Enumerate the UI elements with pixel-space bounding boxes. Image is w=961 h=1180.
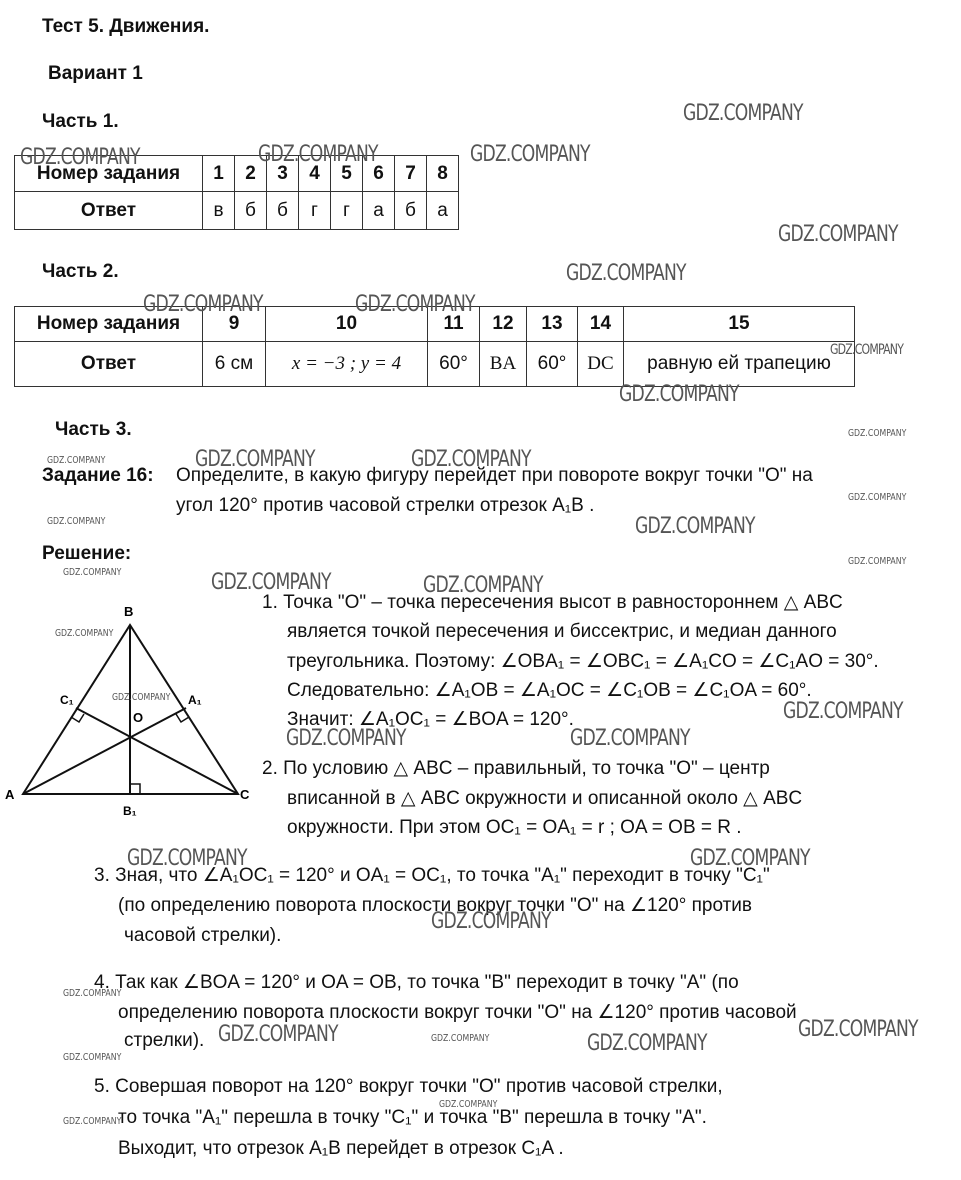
triangle-figure	[0, 600, 270, 825]
solution-line-7: вписанной в △ ABC окружности и описанной около △ ABC	[287, 788, 803, 809]
solution-line-5: Значит: ∠A₁OC₁ = ∠BOA = 120°.	[287, 709, 574, 730]
task-text-line-1: Определите, в какую фигуру перейдет при повороте вокруг точки "O" на	[176, 465, 813, 486]
part2-num-14: 14	[578, 307, 624, 342]
watermark: GDZ.COMPANY	[411, 447, 531, 472]
part1-answer-label: Ответ	[15, 192, 203, 230]
part2-answer-14: DC	[578, 342, 624, 387]
part2-answer-10: x = −3 ; y = 4	[266, 342, 428, 387]
watermark: GDZ.COMPANY	[211, 570, 331, 595]
watermark: GDZ.COMPANY	[143, 292, 263, 317]
part1-answer-4: г	[299, 192, 331, 230]
solution-label: Решение:	[42, 543, 132, 564]
watermark: GDZ.COMPANY	[63, 567, 122, 578]
watermark: GDZ.COMPANY	[112, 692, 171, 703]
part1-heading: Часть 1.	[42, 111, 119, 132]
task-label: Задание 16:	[42, 465, 154, 486]
part1-answer-7: б	[395, 192, 427, 230]
part2-answer-label: Ответ	[15, 342, 203, 387]
watermark: GDZ.COMPANY	[830, 342, 904, 358]
label-b: B	[124, 604, 134, 619]
altitude-cc1	[76, 708, 238, 794]
watermark: GDZ.COMPANY	[587, 1031, 707, 1056]
solution-line-2: является точкой пересечения и биссектрис, и медиан данного	[287, 621, 837, 642]
watermark: GDZ.COMPANY	[848, 492, 907, 503]
label-c: C	[240, 787, 250, 802]
label-a: A	[5, 787, 15, 802]
part1-answer-1: в	[203, 192, 235, 230]
label-a1: A₁	[188, 693, 202, 707]
watermark: GDZ.COMPANY	[218, 1022, 338, 1047]
part2-header-label: Номер задания	[15, 307, 203, 342]
solution-line-4: Следовательно: ∠A₁OB = ∠A₁OC = ∠C₁OB = ∠C₁OA = 60°.	[287, 680, 812, 701]
part2-answer-9: 6 см	[203, 342, 266, 387]
solution-line-13: определению поворота плоскости вокруг точки "O" на ∠120° против часовой	[118, 1002, 797, 1023]
part1-num-2: 2	[235, 156, 267, 192]
part1-header-label: Номер задания	[15, 156, 203, 192]
label-c1: C₁	[60, 693, 74, 707]
solution-line-6: 2. По условию △ ABC – правильный, то точка "O" – центр	[262, 758, 770, 779]
watermark: GDZ.COMPANY	[470, 142, 590, 167]
solution-line-14: стрелки).	[124, 1030, 205, 1051]
part1-answer-8: а	[427, 192, 459, 230]
watermark: GDZ.COMPANY	[566, 261, 686, 286]
watermark: GDZ.COMPANY	[439, 1099, 498, 1110]
watermark: GDZ.COMPANY	[798, 1017, 918, 1042]
watermark: GDZ.COMPANY	[848, 428, 907, 439]
part2-answer-15: равную ей трапецию	[624, 342, 855, 387]
part2-num-9: 9	[203, 307, 266, 342]
watermark: GDZ.COMPANY	[690, 846, 810, 871]
solution-line-3: треугольника. Поэтому: ∠OBA₁ = ∠OBC₁ = ∠A₁CO = ∠C₁AO = 30°.	[287, 651, 879, 672]
altitude-aa1	[23, 708, 186, 794]
watermark: GDZ.COMPANY	[778, 222, 898, 247]
part2-answer-11: 60°	[428, 342, 480, 387]
label-o: O	[133, 710, 144, 725]
solution-line-16: то точка "A₁" перешла в точку "C₁" и точка "B" перешла в точку "A".	[118, 1107, 707, 1128]
watermark: GDZ.COMPANY	[55, 628, 114, 639]
part1-answer-5: г	[331, 192, 363, 230]
watermark: GDZ.COMPANY	[47, 516, 106, 527]
part2-num-11: 11	[428, 307, 480, 342]
page-title: Тест 5. Движения.	[42, 16, 210, 37]
watermark: GDZ.COMPANY	[258, 142, 378, 167]
part2-heading: Часть 2.	[42, 261, 119, 282]
watermark: GDZ.COMPANY	[635, 514, 755, 539]
part1-answer-2: б	[235, 192, 267, 230]
task-text-line-2: угол 120° против часовой стрелки отрезок A₁B .	[176, 495, 595, 516]
watermark: GDZ.COMPANY	[195, 447, 315, 472]
part3-heading: Часть 3.	[55, 419, 132, 440]
right-angle-b1	[130, 784, 140, 794]
watermark: GDZ.COMPANY	[355, 292, 475, 317]
part1-answer-3: б	[267, 192, 299, 230]
watermark: GDZ.COMPANY	[20, 145, 140, 170]
part2-num-10: 10	[266, 307, 428, 342]
part2-answer-13: 60°	[527, 342, 578, 387]
part1-num-5: 5	[331, 156, 363, 192]
solution-line-17: Выходит, что отрезок A₁B перейдет в отрезок C₁A .	[118, 1138, 564, 1159]
part2-num-12: 12	[480, 307, 527, 342]
part1-num-7: 7	[395, 156, 427, 192]
watermark: GDZ.COMPANY	[127, 846, 247, 871]
watermark: GDZ.COMPANY	[63, 988, 122, 999]
part2-answer-12: BA	[480, 342, 527, 387]
watermark: GDZ.COMPANY	[286, 726, 406, 751]
part1-num-3: 3	[267, 156, 299, 192]
part2-table	[14, 306, 855, 387]
watermark: GDZ.COMPANY	[783, 699, 903, 724]
label-b1: B₁	[123, 804, 137, 818]
part2-num-13: 13	[527, 307, 578, 342]
part1-num-6: 6	[363, 156, 395, 192]
solution-line-15: 5. Совершая поворот на 120° вокруг точки "O" против часовой стрелки,	[94, 1076, 723, 1097]
part1-num-8: 8	[427, 156, 459, 192]
watermark: GDZ.COMPANY	[431, 1033, 490, 1044]
solution-line-1: 1. Точка "O" – точка пересечения высот в равностороннем △ ABC	[262, 592, 843, 613]
watermark: GDZ.COMPANY	[570, 726, 690, 751]
part2-num-15: 15	[624, 307, 855, 342]
watermark: GDZ.COMPANY	[848, 556, 907, 567]
variant-label: Вариант 1	[48, 63, 143, 84]
watermark: GDZ.COMPANY	[63, 1052, 122, 1063]
solution-line-11: часовой стрелки).	[124, 925, 282, 946]
part1-num-1: 1	[203, 156, 235, 192]
watermark: GDZ.COMPANY	[431, 909, 551, 934]
solution-line-8: окружности. При этом OC₁ = OA₁ = r ; OA = OB = R .	[287, 817, 742, 838]
watermark: GDZ.COMPANY	[619, 382, 739, 407]
solution-line-9: 3. Зная, что ∠A₁OC₁ = 120° и OA₁ = OC₁, то точка "A₁" переходит в точку "C₁"	[94, 865, 770, 886]
solution-line-12: 4. Так как ∠BOA = 120° и OA = OB, то точка "B" переходит в точку "A" (по	[94, 972, 739, 993]
watermark: GDZ.COMPANY	[683, 101, 803, 126]
solution-line-10: (по определению поворота плоскости вокруг точки "O" на ∠120° против	[118, 895, 753, 916]
watermark: GDZ.COMPANY	[423, 573, 543, 598]
watermark: GDZ.COMPANY	[47, 455, 106, 466]
part1-answer-6: а	[363, 192, 395, 230]
part1-num-4: 4	[299, 156, 331, 192]
watermark: GDZ.COMPANY	[63, 1116, 122, 1127]
